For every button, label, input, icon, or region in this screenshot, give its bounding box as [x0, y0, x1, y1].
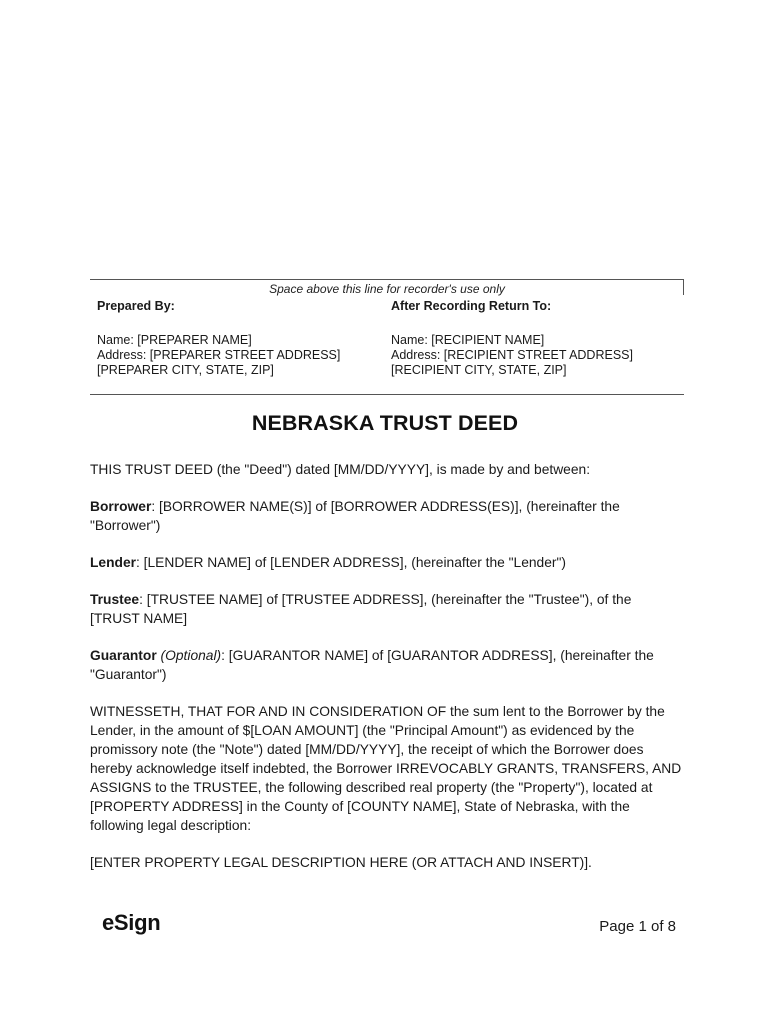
prepared-by-heading: Prepared By: — [97, 299, 175, 313]
guarantor-paragraph — [90, 646, 684, 684]
intro-paragraph: THIS TRUST DEED (the "Deed") dated [MM/DD/YYYY], is made by and between: — [90, 462, 591, 477]
trustee-label: Trustee — [90, 592, 140, 607]
recipient-city: [RECIPIENT CITY, STATE, ZIP] — [391, 363, 567, 377]
guarantor-label: Guarantor — [90, 648, 157, 663]
guarantor-optional: (Optional) — [160, 648, 222, 663]
page-number: Page 1 of 8 — [599, 918, 676, 935]
preparer-name: Name: [PREPARER NAME] — [97, 333, 252, 347]
guarantor-text: : [GUARANTOR NAME] of [GUARANTOR ADDRESS], (hereinafter the "Guarantor") — [90, 648, 654, 682]
lender-text: : [LENDER NAME] of [LENDER ADDRESS], (hereinafter the "Lender") — [136, 555, 566, 570]
lender-label: Lender — [90, 555, 136, 570]
return-to-block — [391, 299, 633, 378]
borrower-label: Borrower — [90, 499, 152, 514]
return-to-heading: After Recording Return To: — [391, 299, 552, 313]
prepared-by-block — [97, 299, 340, 378]
recorder-note: Space above this line for recorder's use only — [269, 282, 505, 296]
esign-logo: eSign — [102, 910, 161, 935]
recipient-address: Address: [RECIPIENT STREET ADDRESS] — [391, 348, 633, 362]
witnesseth-paragraph: WITNESSETH, THAT FOR AND IN CONSIDERATION OF the sum lent to the Borrower by the Lender, in the amount of $[LOAN AMOUNT] (the "Principal Amount") as evidenced by the promissory note (the "Note") dated [MM/DD/YYYY], the receipt of which the Borrower does hereby acknowledge itself indebted, the Borrower IRREVOCABLY GRANTS, TRANSFERS, AND ASSIGNS to the TRUSTEE, the following described real property (the "Property"), located at [PROPERTY ADDRESS] in the County of [COUNTY NAME], State of Nebraska, with the following legal description: — [90, 704, 682, 833]
document-title: NEBRASKA TRUST DEED — [251, 411, 519, 435]
document-body — [90, 460, 684, 890]
trustee-paragraph — [90, 590, 684, 628]
preparer-city: [PREPARER CITY, STATE, ZIP] — [97, 363, 274, 377]
borrower-paragraph — [90, 497, 684, 535]
legal-description-paragraph: [ENTER PROPERTY LEGAL DESCRIPTION HERE (OR ATTACH AND INSERT)]. — [90, 855, 592, 870]
lender-paragraph — [90, 553, 684, 572]
recipient-name: Name: [RECIPIENT NAME] — [391, 333, 545, 347]
trustee-text: : [TRUSTEE NAME] of [TRUSTEE ADDRESS], (hereinafter the "Trustee"), of the [TRUST NAME] — [90, 592, 632, 626]
borrower-text: : [BORROWER NAME(S)] of [BORROWER ADDRESS(ES)], (hereinafter the "Borrower") — [90, 499, 620, 533]
preparer-address: Address: [PREPARER STREET ADDRESS] — [97, 348, 341, 362]
recorder-section — [90, 279, 684, 395]
